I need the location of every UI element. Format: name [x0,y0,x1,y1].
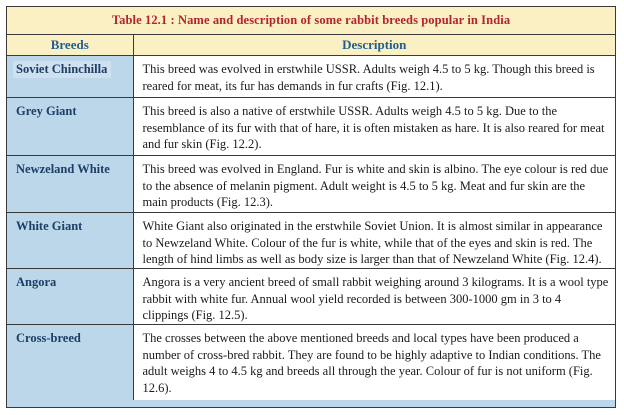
column-header-description: Description [133,35,615,56]
breeds-table [7,35,615,400]
table-row [7,213,615,269]
table-row [7,56,615,98]
table-row [7,325,615,400]
breed-name: Newzeland White [16,162,110,176]
breed-description: This breed was evolved in erstwhile USSR. Adults weigh 4.5 to 5 kg. Though this breed is reared for meat, its fur has demands in fur crafts (Fig. 12.1). [133,56,615,98]
breed-name-cell [7,98,133,156]
breed-name-cell [7,156,133,213]
breed-name-cell [7,213,133,269]
breed-description: The crosses between the above mentioned breeds and local types have been produced a number of cross-bred rabbit. They are found to be highly adaptive to Indian conditions. The adult weighs 4 to 4.5 kg and breeds all through the year. Colour of fur is not uniform (Fig. 12.6). [133,325,615,400]
table-header-row [7,35,615,56]
breed-description: White Giant also originated in the erstwhile Soviet Union. It is almost similar in appearance to Newzeland White. Colour of the fur is white, while that of the eyes and skin is red. The length of hind limbs as well as body size is larger than that of Newzeland White (Fig. 12.4). [133,213,615,269]
table-title-bar [7,7,615,35]
breed-name: Cross-breed [16,331,81,345]
table-row [7,269,615,325]
breed-description: This breed was evolved in England. Fur is white and skin is albino. The eye colour is red due to the absence of melanin pigment. Adult weight is 4.5 to 5 kg. Meat and fur skin are the main products (Fig. 12.3). [133,156,615,213]
breed-name-cell [7,269,133,325]
table-row [7,156,615,213]
column-header-breeds: Breeds [7,35,133,56]
breed-name-cell [7,325,133,400]
table-row [7,98,615,156]
breed-name: White Giant [16,219,83,233]
breed-name-cell [7,56,133,98]
breed-description: Angora is a very ancient breed of small rabbit weighing around 3 kilograms. It is a wool type rabbit with white fur. Annual wool yield recorded is between 300-1000 gm in 3 to 4 clippings (Fig. 12.5). [133,269,615,325]
breeds-table-frame [6,6,616,408]
breed-name: Grey Giant [16,104,77,118]
table-title: Table 12.1 : Name and description of some rabbit breeds popular in India [111,13,511,27]
breed-description: This breed is also a native of erstwhile USSR. Adults weigh 4.5 to 5 kg. Due to the resemblance of its fur with that of hare, it is often mistaken as hare. It is also reared for meat and fur skin (Fig. 12.2). [133,98,615,156]
breed-name: Angora [16,275,57,289]
breed-name: Soviet Chinchilla [13,61,111,78]
